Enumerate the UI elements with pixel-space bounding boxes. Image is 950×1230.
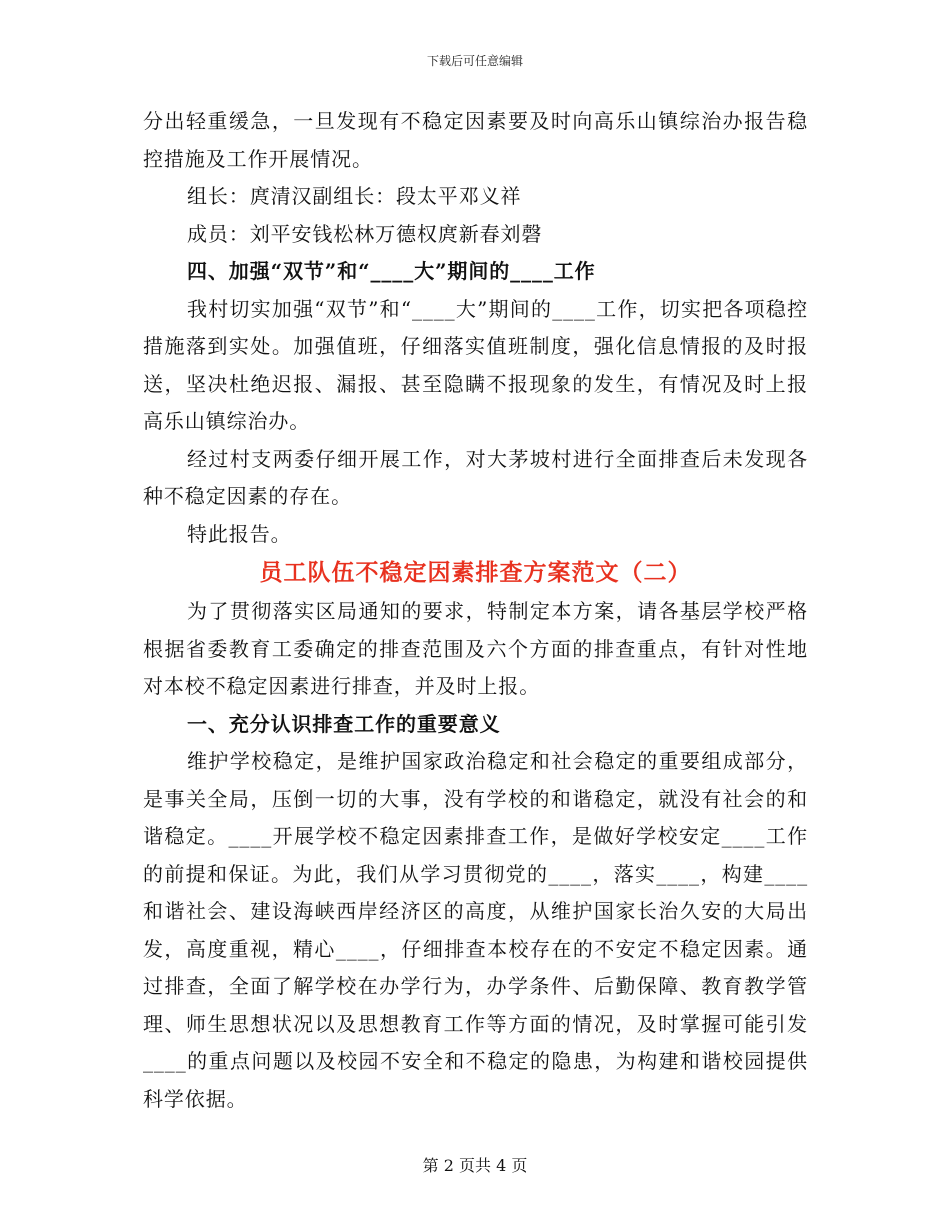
paragraph-closing: 特此报告。 — [187, 521, 292, 546]
heading-section-one: 一、充分认识排查工作的重要意义 — [187, 711, 501, 736]
paragraph-holiday-work: 我村切实加强“双节”和“____大”期间的____工作，切实把各项稳控措施落到实处。加强值班，仔细落实值班制度，强化信息情报的及时报送，坚决杜绝迟报、漏报、甚至隐瞒不报现象的发生，有情况及时上报高乐山镇综治办。 — [143, 296, 808, 433]
paragraph-team-members: 成员：刘平安钱松林万德权庹新春刘磬 — [187, 221, 543, 246]
paragraph-significance: 维护学校稳定，是维护国家政治稳定和社会稳定的重要组成部分，是事关全局，压倒一切的大事，没有学校的和谐稳定，就没有社会的和谐稳定。____开展学校不稳定因素排查工作，是做好学校安定____工作的前提和保证。为此，我们从学习贯彻党的____，落实____，构建____和谐社会、建设海峡西岸经济区的高度，从维护国家长治久安的大局出发，高度重视，精心____，仔细排查本校存在的不安定不稳定因素。通过排查，全面了解学校在办学行为，办学条件、后勤保障、教育教学管理、师生思想状况以及思想教育工作等方面的情况，及时掌握可能引发____的重点问题以及校园不安全和不稳定的隐患，为构建和谐校园提供科学依据。 — [143, 749, 808, 1111]
document-body — [143, 103, 808, 1118]
document-title: 员工队伍不稳定因素排查方案范文（二） — [259, 559, 692, 586]
paragraph-team-leaders: 组长：庹清汉副组长：段太平邓义祥 — [187, 184, 522, 208]
page-header: 下载后可任意编辑 — [426, 54, 523, 68]
paragraph-inspection-result: 经过村支两委仔细开展工作，对大茅坡村进行全面排查后未发现各种不稳定因素的存在。 — [143, 446, 808, 508]
paragraph-intro: 为了贯彻落实区局通知的要求，特制定本方案，请各基层学校严格根据省委教育工委确定的排查范围及六个方面的排查重点，有针对性地对本校不稳定因素进行排查，并及时上报。 — [143, 599, 808, 698]
heading-section-four: 四、加强“双节”和“____大”期间的____工作 — [187, 259, 596, 283]
page-footer: 第 2 页共 4 页 — [422, 1156, 528, 1175]
paragraph-continuation: 分出轻重缓急，一旦发现有不稳定因素要及时向高乐山镇综治办报告稳控措施及工作开展情况。 — [143, 109, 808, 171]
